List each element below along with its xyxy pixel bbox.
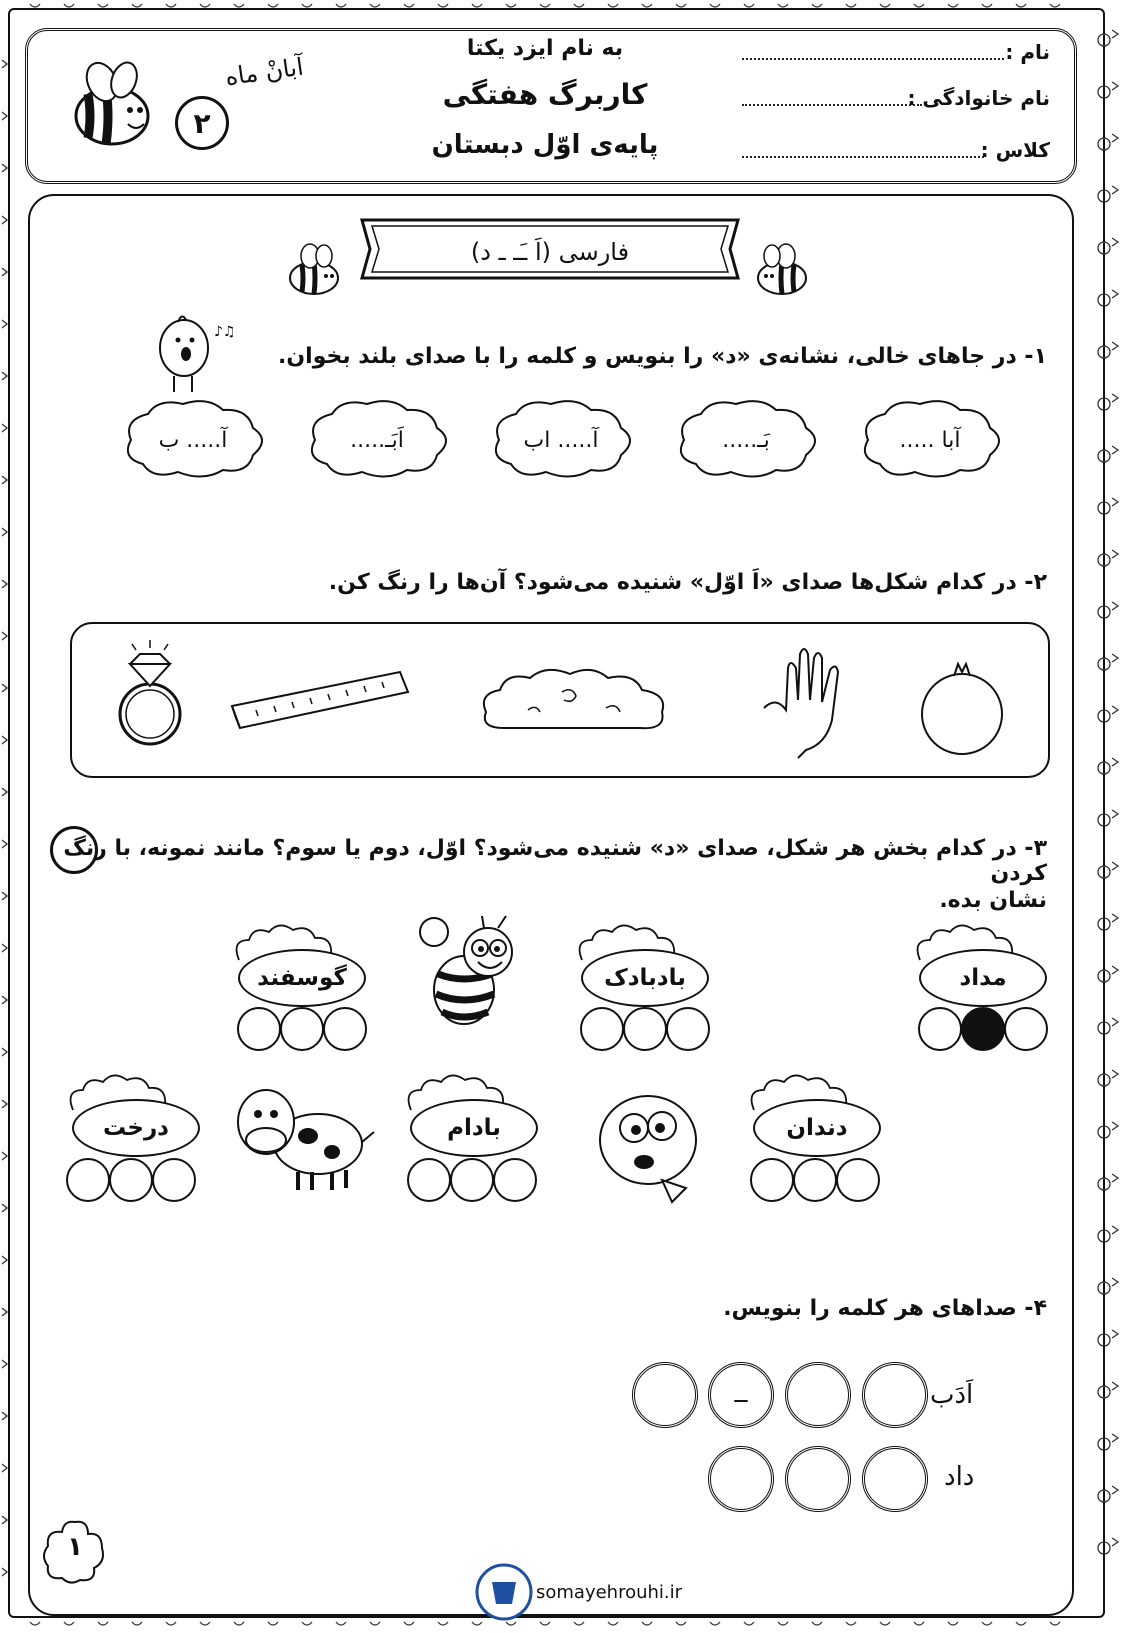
cloud-word-6[interactable]: آ..... ب: [158, 428, 228, 453]
cloud-word-4[interactable]: اَبَـ.....: [350, 428, 404, 453]
lesson-banner-text: فارسی (اَ ـَـ ـ د): [470, 238, 630, 266]
word-oval-derakht: درخت: [72, 1099, 200, 1157]
cloud-word-1[interactable]: آبا .....: [899, 428, 961, 453]
fish-icon: [592, 1076, 716, 1206]
cloud-word-2[interactable]: بَـ.....: [722, 428, 770, 453]
word-oval-gosfand: گوسفند: [238, 949, 366, 1007]
grade-title: پایه‌ی اوّل دبستان: [431, 130, 659, 160]
sound-circle[interactable]: [632, 1362, 698, 1428]
question-4-text: ۴- صداهای هر کلمه را بنویس.: [723, 1296, 1047, 1321]
syllable-circle[interactable]: [666, 1007, 710, 1051]
sound-circle[interactable]: [862, 1362, 928, 1428]
syllable-circle[interactable]: [623, 1007, 667, 1051]
site-url[interactable]: somayehrouhi.ir: [536, 1582, 683, 1603]
q4-word-adab: اَدَب: [930, 1380, 974, 1410]
cloud-word-3[interactable]: آ..... اب: [523, 428, 599, 453]
syllable-circle[interactable]: [750, 1158, 794, 1202]
syllable-circle[interactable]: [109, 1158, 153, 1202]
sound-circle[interactable]: [708, 1446, 774, 1512]
syllable-circle[interactable]: [1004, 1007, 1048, 1051]
syllable-circle[interactable]: [450, 1158, 494, 1202]
question-1-text: ۱- در جاهای خالی، نشانه‌ی «د» را بنویس و کلمه را با صدای بلند بخوان.: [278, 344, 1047, 369]
worksheet-title: کاربرگ هفتگی: [442, 78, 648, 111]
syllable-circle-filled[interactable]: [961, 1007, 1005, 1051]
syllable-circle[interactable]: [580, 1007, 624, 1051]
family-label: نام خانوادگی :: [907, 86, 1050, 110]
sound-circle[interactable]: [785, 1446, 851, 1512]
syllable-circle[interactable]: [407, 1158, 451, 1202]
cow-icon: [228, 1076, 376, 1196]
site-logo-icon: [474, 1562, 534, 1622]
syllable-circle[interactable]: [493, 1158, 537, 1202]
word-oval-badam: بادام: [410, 1099, 538, 1157]
word-oval-badbadak: بادبادک: [581, 949, 709, 1007]
week-number-badge: ۲: [175, 96, 229, 150]
class-label: کلاس :: [980, 138, 1050, 162]
svg-text:♪♫: ♪♫: [214, 324, 236, 340]
month-label: آبانْ ماه: [223, 52, 306, 92]
word-oval-dandan: دندان: [753, 1099, 881, 1157]
page-number: ۱: [67, 1532, 83, 1562]
syllable-circle[interactable]: [280, 1007, 324, 1051]
word-oval-medad: مداد: [919, 949, 1047, 1007]
syllable-circle[interactable]: [918, 1007, 962, 1051]
syllable-circle[interactable]: [152, 1158, 196, 1202]
syllable-circle[interactable]: [323, 1007, 367, 1051]
name-label: نام :: [1005, 40, 1050, 64]
sound-circle[interactable]: [862, 1446, 928, 1512]
syllable-circle[interactable]: [66, 1158, 110, 1202]
sound-circle[interactable]: [785, 1362, 851, 1428]
question-2-text: ۲- در کدام شکل‌ها صدای «اَ اوّل» شنیده می‌شود؟ آن‌ها را رنگ کن.: [328, 570, 1047, 595]
sound-circle-example[interactable]: ــ: [708, 1362, 774, 1428]
syllable-circle[interactable]: [793, 1158, 837, 1202]
syllable-circle[interactable]: [237, 1007, 281, 1051]
basmala: به نام ایزد یکتا: [466, 36, 624, 61]
q4-word-dad: داد: [944, 1462, 975, 1492]
syllable-circle[interactable]: [836, 1158, 880, 1202]
waving-bee-icon: [414, 914, 544, 1044]
question-3-text-line2: نشان بده.: [939, 888, 1047, 913]
question-3-text-line1: ۳- در کدام بخش هر شکل، صدای «د» شنیده می‌شود؟ اوّل، دوم یا سوم؟ مانند نمونه، با رنگ کردن: [63, 836, 1047, 886]
